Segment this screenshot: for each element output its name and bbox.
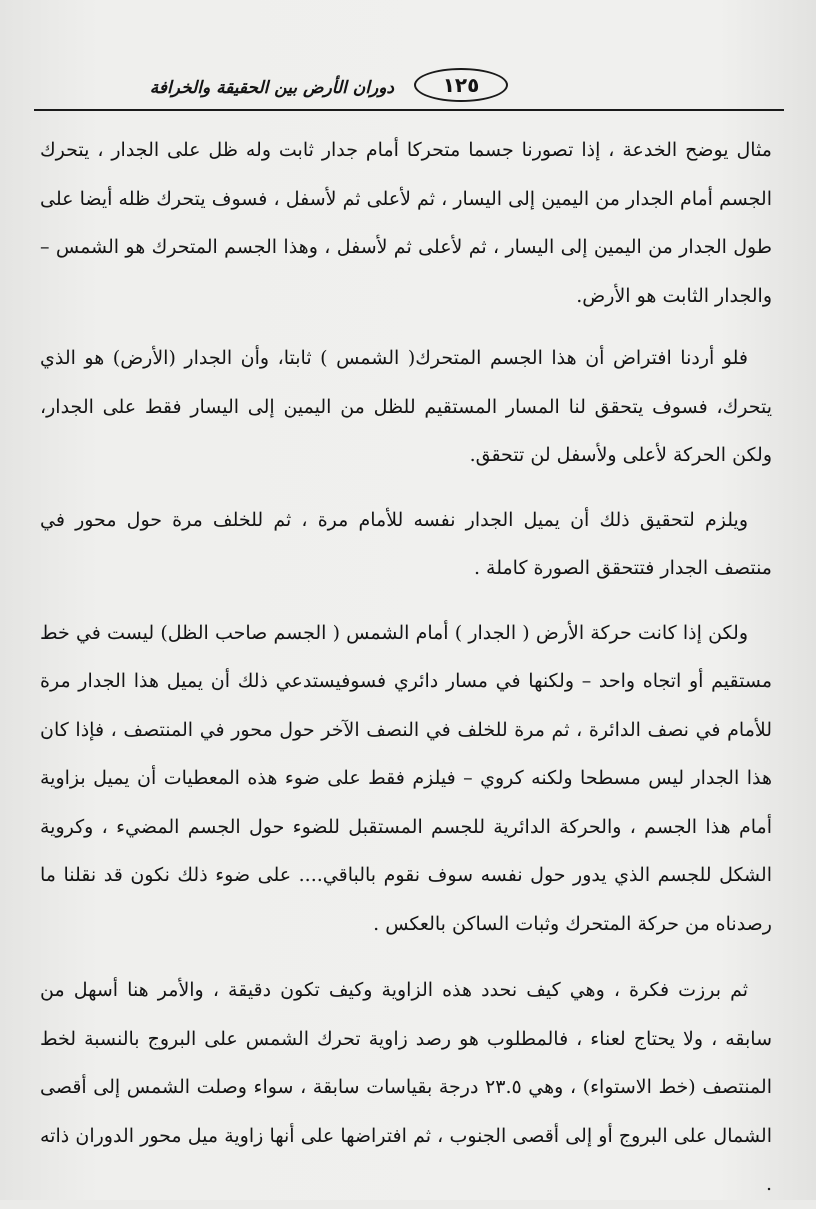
header-divider bbox=[34, 109, 784, 111]
paragraph-5: ثم برزت فكرة ، وهي كيف نحدد هذه الزاوية وكيف تكون دقيقة ، والأمر هنا أسهل من سابقه ، ولا يحتاج لعناء ، فالمطلوب هو رصد زاوية تحرك الشمس على البروج بالنسبة لخط المنتصف (خط الاستواء) ، وهي ٢٣.٥ درجة بقياسات سابقة ، سواء وصلت الشمس إلى أقصى الشمال على البروج أو إلى أقصى الجنوب ، ثم افتراضها على أنها زاوية ميل محور الدوران ذاته . bbox=[40, 979, 772, 1195]
paragraph-3: ويلزم لتحقيق ذلك أن يميل الجدار نفسه للأمام مرة ، ثم للخلف مرة حول محور في منتصف الجدار فتتحقق الصورة كاملة . bbox=[40, 508, 772, 579]
running-header-title: دوران الأرض بين الحقيقة والخرافة bbox=[149, 78, 394, 98]
paragraph-4: ولكن إذا كانت حركة الأرض ( الجدار ) أمام الشمس ( الجسم صاحب الظل) ليست في خط مستقيم أو اتجاه واحد – ولكنها في مسار دائري فسوفيستدعي ذلك أن يميل هذا الجدار مرة للأمام في نصف الدائرة ، ثم مرة للخلف في النصف الآخر حول محور في المنتصف ، فإذا كان هذا الجدار ليس مسطحا ولكنه كروي – فيلزم فقط على ضوء هذه المعطيات أن يميل بزاوية أمام هذا الجسم ، والحركة الدائرية للجسم المستقبل للضوء حول الجسم المضيء ، وكروية الشكل للجسم الذي يدور حول نفسه سوف نقوم بالباقي.... على ضوء ذلك نكون قد نقلنا ما رصدناه من حركة المتحرك وثبات الساكن بالعكس . bbox=[40, 621, 772, 935]
page-body bbox=[40, 126, 772, 1209]
paragraph-2: فلو أردنا افتراض أن هذا الجسم المتحرك( الشمس ) ثابتا، وأن الجدار (الأرض) هو الذي يتحرك، فسوف يتحقق لنا المسار المستقيم للظل من اليمين إلى اليسار فقط على الجدار، ولكن الحركة لأعلى ولأسفل لن تتحقق. bbox=[40, 347, 772, 466]
page-number-badge: ١٢٥ bbox=[414, 68, 508, 102]
paragraph-1: مثال يوضح الخدعة ، إذا تصورنا جسما متحركا أمام جدار ثابت وله ظل على الجدار ، يتحرك الجسم أمام الجدار من اليمين إلى اليسار ، ثم لأعلى ثم لأسفل ، فسوف يتحرك ظله أيضا على طول الجدار من اليمين إلى اليسار ، ثم لأعلى ثم لأسفل ، وهذا الجسم المتحرك هو الشمس – والجدار الثابت هو الأرض. bbox=[40, 139, 772, 307]
page-header bbox=[34, 62, 784, 114]
